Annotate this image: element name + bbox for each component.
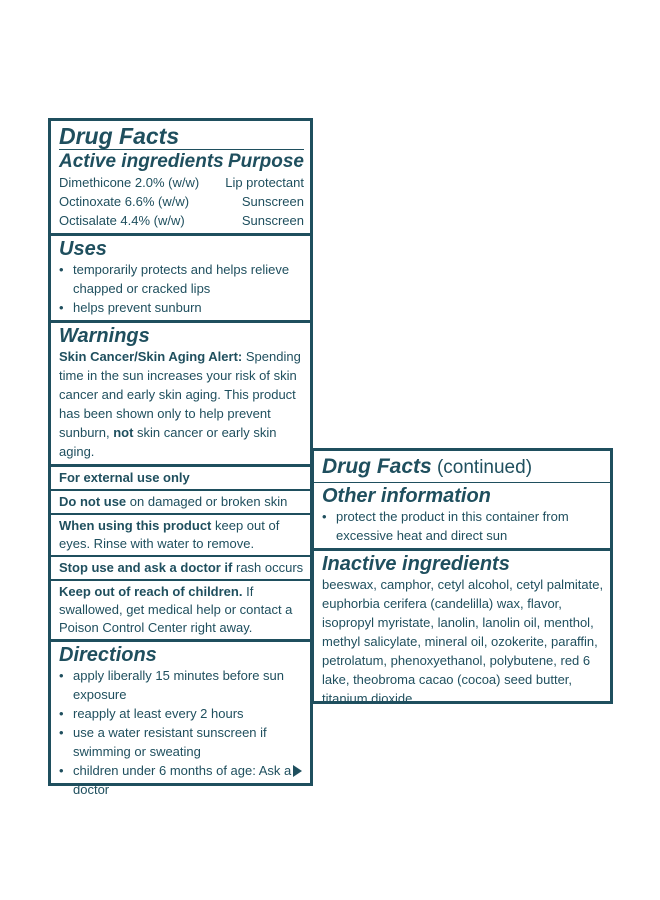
do-not-use-label: Do not use	[59, 494, 127, 509]
alert-end: skin cancer or early skin aging.	[59, 425, 277, 459]
alert-text: Spending time in the sun increases your risk of skin cancer and early skin aging. This product has been shown only to help prevent sunburn,	[59, 349, 301, 440]
active-row	[59, 173, 304, 192]
active-name: Octinoxate 6.6% (w/w)	[59, 194, 190, 209]
warnings-heading: Warnings	[59, 325, 150, 347]
continued-title-suffix: (continued)	[431, 457, 533, 478]
keep-out-line	[51, 581, 310, 642]
active-ingredients-heading: Active ingredients	[59, 151, 224, 172]
uses-section	[51, 236, 310, 323]
warnings-section	[51, 323, 310, 467]
continued-title-main: Drug Facts	[322, 455, 432, 478]
when-using-text: keep out of eyes. Rinse with water to remove.	[59, 518, 280, 551]
active-purpose: Sunscreen	[241, 213, 304, 228]
list-item: • use a water resistant sunscreen if swimming or sweating	[59, 723, 304, 761]
drug-facts-title: Drug Facts	[59, 123, 180, 149]
active-header-row	[59, 149, 304, 173]
when-using-line	[51, 515, 310, 557]
when-using-label: When using this product	[59, 518, 212, 533]
directions-section	[51, 642, 310, 802]
list-item: • children under 6 months of age: Ask a doctor	[59, 761, 304, 799]
stop-use-text: rash occurs	[232, 560, 304, 575]
keep-out-text: If swallowed, get medical help or contact a Poison Control Center right away.	[59, 584, 293, 635]
drug-facts-continued-panel	[311, 448, 613, 704]
active-row	[59, 211, 304, 230]
other-information-section	[314, 483, 610, 551]
skin-cancer-alert	[59, 347, 304, 461]
list-item: • helps prevent sunburn	[59, 298, 304, 317]
active-purpose: Sunscreen	[241, 194, 304, 209]
drug-facts-panel	[48, 118, 313, 797]
uses-heading: Uses	[59, 238, 107, 260]
do-not-use-line	[51, 491, 310, 515]
keep-out-label: Keep out of reach of children.	[59, 584, 243, 599]
stop-use-line	[51, 557, 310, 581]
active-purpose: Lip protectant	[225, 175, 304, 190]
directions-list	[59, 666, 304, 799]
active-name: Octisalate 4.4% (w/w)	[59, 213, 185, 228]
alert-not: not	[113, 425, 134, 440]
other-information-list	[322, 507, 604, 545]
external-use-line: For external use only	[51, 467, 310, 491]
drug-facts-continued-title	[322, 453, 604, 482]
active-name: Dimethicone 2.0% (w/w)	[59, 175, 200, 190]
active-ingredients-section	[51, 121, 310, 236]
inactive-ingredients-section	[314, 551, 610, 711]
purpose-heading: Purpose	[227, 151, 304, 172]
continued-title-section	[314, 451, 610, 483]
stop-use-label: Stop use and ask a doctor if	[59, 560, 233, 575]
alert-label: Skin Cancer/Skin Aging Alert:	[59, 349, 243, 364]
inactive-ingredients-text: beeswax, camphor, cetyl alcohol, cetyl palmitate, euphorbia cerifera (candelilla) wax, flavor, isopropyl myristate, lanolin, lanolin oil, menthol, methyl salicylate, mineral oil, ozokerite, paraffin, petrolatum, phenoxyethanol, polybutene, red 6 lake, theobroma cacao (cocoa) seed butter, titanium dioxide	[322, 577, 604, 706]
directions-heading: Directions	[59, 644, 157, 666]
list-item: • protect the product in this container from excessive heat and direct sun	[322, 507, 604, 545]
inactive-ingredients-heading: Inactive ingredients	[322, 553, 510, 575]
list-item: • temporarily protects and helps relieve chapped or cracked lips	[59, 260, 304, 298]
continue-arrow-icon	[293, 765, 302, 777]
other-information-heading: Other information	[322, 485, 491, 507]
list-item: • reapply at least every 2 hours	[59, 704, 304, 723]
do-not-use-text: on damaged or broken skin	[126, 494, 288, 509]
uses-list	[59, 260, 304, 317]
active-row	[59, 192, 304, 211]
list-item: • apply liberally 15 minutes before sun exposure	[59, 666, 304, 704]
